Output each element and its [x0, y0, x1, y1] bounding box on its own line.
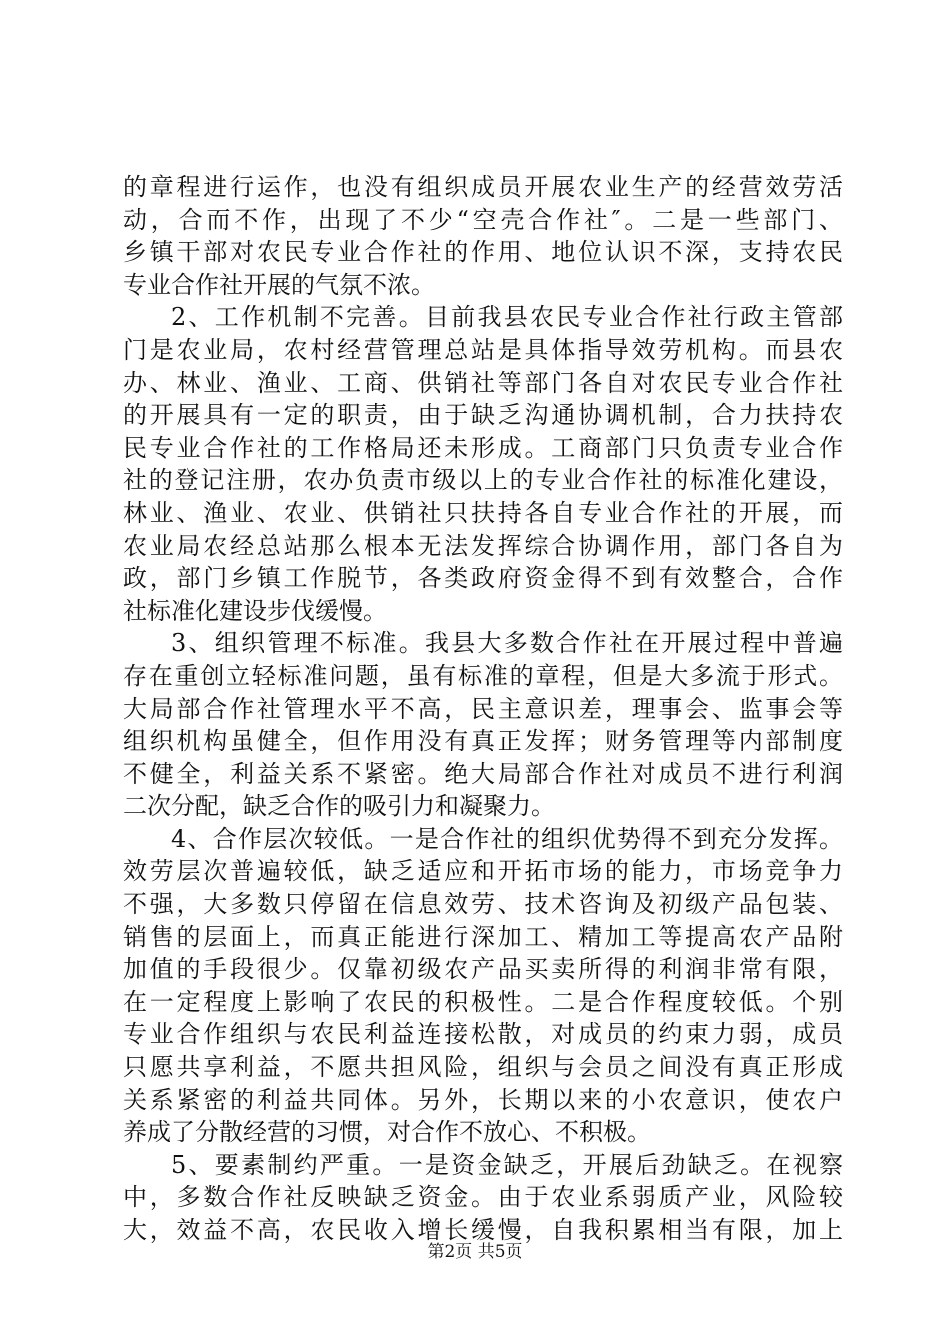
text-line: 加值的手段很少。仅靠初级农产品买卖所得的利润非常有限， [123, 955, 843, 984]
text-line: 大局部合作社管理水平不高，民主意识差，理事会、监事会等 [123, 694, 843, 723]
text-line: 社的登记注册，农办负责市级以上的专业合作社的标准化建设， [123, 466, 843, 495]
text-line: 关系紧密的利益共同体。另外，长期以来的小农意识，使农户 [123, 1085, 843, 1114]
text-line: 存在重创立轻标准问题，虽有标准的章程，但是大多流于形式。 [123, 661, 843, 690]
text-line: 4、合作层次较低。一是合作社的组织优势得不到充分发挥。 [171, 824, 843, 853]
text-line: 动，合而不作，出现了不少“空壳合作社″。二是一些部门、 [123, 205, 843, 234]
text-line: 不健全，利益关系不紧密。绝大局部合作社对成员不进行利润 [123, 759, 843, 788]
text-line: 在一定程度上影响了农民的积极性。二是合作程度较低。个别 [123, 987, 843, 1016]
text-line: 大，效益不高，农民收入增长缓慢，自我积累相当有限，加上 [123, 1216, 843, 1244]
text-line: 不强，大多数只停留在信息效劳、技术咨询及初级产品包装、 [123, 890, 843, 919]
text-line: 中，多数合作社反映缺乏资金。由于农业系弱质产业，风险较 [123, 1183, 843, 1212]
text-line: 专业合作组织与农民利益连接松散，对成员的约束力弱，成员 [123, 1020, 843, 1049]
text-line: 只愿共享利益，不愿共担风险，组织与会员之间没有真正形成 [123, 1053, 843, 1082]
text-line: 3、组织管理不标准。我县大多数合作社在开展过程中普遍 [171, 629, 843, 658]
text-line: 2、工作机制不完善。目前我县农民专业合作社行政主管部 [171, 303, 843, 332]
text-line: 专业合作社开展的气氛不浓。 [123, 270, 435, 299]
text-line: 林业、渔业、农业、供销社只扶持各自专业合作社的开展，而 [123, 498, 843, 527]
text-line: 民专业合作社的工作格局还未形成。工商部门只负责专业合作 [123, 433, 843, 462]
document-body [123, 171, 843, 1247]
text-line: 5、要素制约严重。一是资金缺乏，开展后劲缺乏。在视察 [171, 1150, 843, 1179]
text-line: 社标准化建设步伐缓慢。 [123, 596, 387, 625]
text-line: 组织机构虽健全，但作用没有真正发挥；财务管理等内部制度 [123, 727, 843, 756]
text-line: 的章程进行运作，也没有组织成员开展农业生产的经营效劳活 [123, 173, 843, 201]
text-line: 乡镇干部对农民专业合作社的作用、地位认识不深，支持农民 [123, 238, 843, 267]
text-line: 的开展具有一定的职责，由于缺乏沟通协调机制，合力扶持农 [123, 401, 843, 430]
text-line: 政，部门乡镇工作脱节，各类政府资金得不到有效整合，合作 [123, 564, 843, 593]
page-footer: 第2页 共5页 [427, 1242, 523, 1262]
text-line: 门是农业局，农村经营管理总站是具体指导效劳机构。而县农 [123, 335, 843, 364]
text-line: 养成了分散经营的习惯，对合作不放心、不积极。 [123, 1118, 651, 1147]
text-line: 销售的层面上，而真正能进行深加工、精加工等提高农产品附 [123, 922, 843, 951]
text-line: 办、林业、渔业、工商、供销社等部门各自对农民专业合作社 [123, 368, 843, 397]
text-line: 农业局农经总站那么根本无法发挥综合协调作用，部门各自为 [123, 531, 843, 560]
text-line: 效劳层次普遍较低，缺乏适应和开拓市场的能力，市场竞争力 [123, 857, 843, 886]
text-line: 二次分配，缺乏合作的吸引力和凝聚力。 [123, 792, 555, 821]
